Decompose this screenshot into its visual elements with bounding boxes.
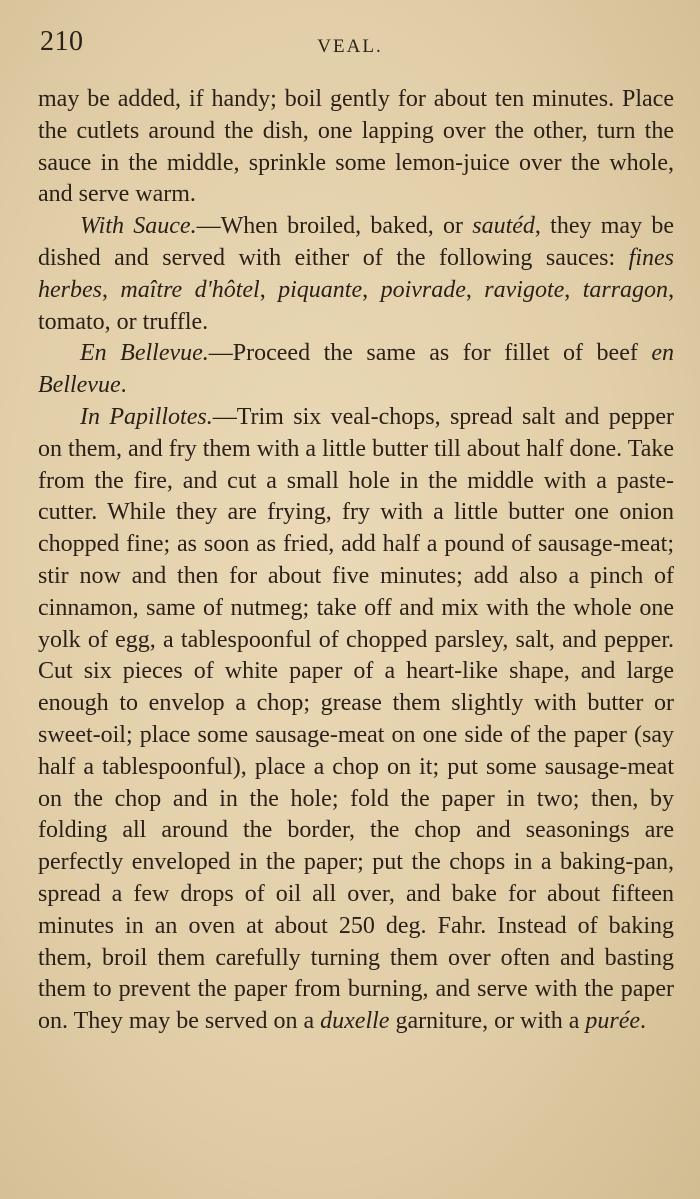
paragraph-text: —Trim six veal-chops, spread salt and pepper on them, and fry them with a little butter till about half done. Take from the fire, and cut a small hole in the middle with a paste-cutter. While they are frying, fry with a little butter one onion chopped fine; as soon as fried, add half a pound of sausage-meat; stir now and then for about five minutes; add also a pinch of cinnamon, same of nutmeg; take off and mix with the whole one yolk of egg, a tablespoonful of chopped parsley, salt, and pepper. Cut six pieces of white paper of a heart-like shape, and large enough to envelop a chop; grease them slightly with butter or sweet-oil; place some sausage-meat on one side of the paper (say half a tablespoonful), place a chop on it; put some sausage-meat on the chop and in the hole; fold the paper in two; then, by folding all around the border, the chop and seasonings are perfectly enveloped in the paper; put the chops in a baking-pan, spread a few drops of oil all over, and bake for about fifteen minutes in an oven at about 250 deg. Fahr. Instead of baking them, broil them carefully turning them over often and basting them to prevent the paper from burning, and serve with the paper on. They may be served on a: [38, 403, 674, 1035]
sauce-name: maître d'hôtel: [120, 276, 260, 303]
section-heading-en-bellevue: En Bellevue.: [80, 340, 209, 367]
sauce-name: tarragon: [582, 276, 669, 303]
italic-term-sauted: sautéd: [472, 213, 535, 240]
paragraph-text: garniture, or with a: [389, 1008, 586, 1035]
paragraph-text: , they may be dished and served with either of the following sauces:: [38, 213, 674, 271]
page-header: [40, 26, 660, 66]
sauce-name: fines herbes: [38, 244, 674, 303]
paragraph-with-sauce: [38, 211, 674, 338]
paragraph-text: .: [640, 1008, 647, 1035]
section-heading-with-sauce: With Sauce.: [80, 213, 197, 240]
separator: ,: [465, 276, 485, 303]
paragraph-text: , tomato, or truffle.: [38, 276, 675, 335]
paragraph-text: —When broiled, baked, or: [196, 213, 473, 240]
paragraph-text: —Proceed the same as for fillet of beef: [208, 340, 652, 367]
separator: ,: [362, 276, 381, 303]
paragraph-text: may be added, if handy; boil gently for about ten minutes. Place the cutlets around the dish, one lapping over the other, turn the sauce in the middle, sprinkle some lemon-juice over the whole, and serve warm.: [38, 86, 674, 208]
italic-term-en-bellevue: en Bellevue: [38, 340, 675, 399]
sauce-name: poivrade: [380, 276, 466, 303]
sauce-name: ravigote: [484, 276, 565, 303]
page-body: [38, 84, 674, 1038]
section-heading-in-papillotes: In Papillotes.: [80, 403, 213, 430]
paragraph-cutlets-continued: [38, 84, 674, 211]
italic-term-duxelle: duxelle: [320, 1008, 390, 1035]
separator: ,: [101, 276, 121, 303]
running-head: VEAL.: [317, 36, 383, 57]
sauce-name: piquante: [278, 276, 363, 303]
paragraph-text: .: [120, 372, 127, 399]
separator: ,: [259, 276, 279, 303]
paragraph-in-papillotes: [38, 402, 674, 1038]
paragraph-en-bellevue: [38, 338, 674, 402]
separator: ,: [564, 276, 583, 303]
page-number: 210: [40, 26, 84, 57]
italic-term-puree: purée: [585, 1008, 641, 1035]
